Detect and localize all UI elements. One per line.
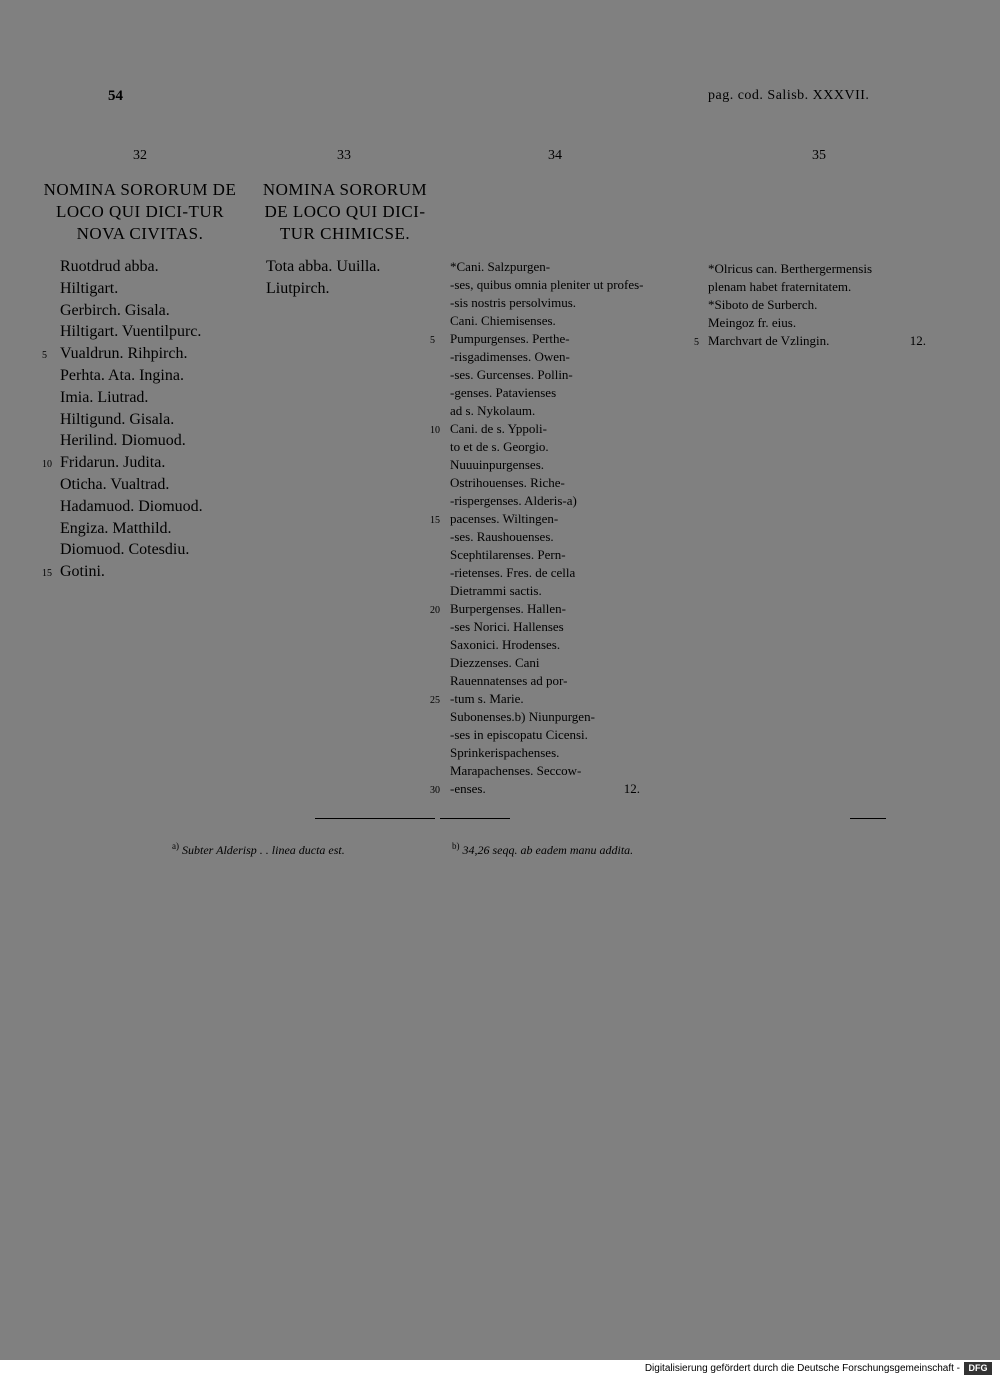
- column-number-32: 32: [133, 148, 147, 163]
- dfg-logo: DFG: [964, 1362, 992, 1375]
- list-item: [450, 618, 640, 636]
- entry-text: Vualdrun. Rihpirch.: [60, 345, 188, 363]
- entry-text: Marapachenses. Seccow-: [450, 763, 582, 778]
- entry-text: *Cani. Salzpurgen-: [450, 259, 551, 274]
- line-total: 12.: [909, 333, 926, 348]
- entry-text: plenam habet fraternitatem.: [708, 279, 852, 294]
- list-item: [450, 348, 640, 366]
- line-number: 25: [430, 695, 440, 706]
- entry-text: Ruotdrud abba.: [60, 258, 159, 275]
- entry-text: -ses in episcopatu Cicensi.: [450, 727, 588, 742]
- column-number-35: 35: [812, 148, 826, 163]
- entry-text: to et de s. Georgio.: [450, 439, 549, 454]
- list-item: [60, 430, 203, 452]
- list-item: [450, 528, 640, 546]
- list-item: [450, 762, 640, 780]
- entry-text: Engiza. Matthild.: [60, 519, 172, 537]
- footnote-text: Subter Alderisp . . linea ducta est.: [182, 843, 345, 857]
- entry-text: Cani. de s. Yppoli-: [450, 421, 547, 436]
- entry-text: pacenses. Wiltingen-: [450, 511, 559, 526]
- entry-text: Rauennatenses ad por-: [450, 673, 568, 688]
- list-item: [60, 256, 203, 278]
- column-number-34: 34: [548, 148, 562, 163]
- entry-text: Cani. Chiemisenses.: [450, 313, 556, 328]
- entry-text: Liutpirch.: [266, 279, 330, 297]
- separator-rule: [440, 818, 510, 819]
- entry-text: Fridarun. Judita.: [60, 454, 166, 472]
- entry-text: Diomuod. Cotesdiu.: [60, 541, 190, 559]
- entry-text: Tota abba. Uuilla.: [266, 258, 381, 275]
- entry-text: -ses. Raushouenses.: [450, 529, 554, 544]
- footnote-marker: b): [452, 841, 460, 851]
- list-item: [450, 492, 640, 510]
- entry-text: -tum s. Marie.: [450, 691, 524, 706]
- separator-rule: [315, 818, 435, 819]
- line-number: 5: [42, 350, 47, 362]
- entry-text: Burpergenses. Hallen-: [450, 601, 567, 616]
- list-item: [60, 518, 203, 540]
- column-34-list: [430, 258, 644, 798]
- list-item: [450, 726, 640, 744]
- footnote-text: 34,26 seqq. ab eadem manu addita.: [462, 843, 634, 857]
- entry-text: *Olricus can. Berthergermensis: [708, 261, 873, 276]
- list-item: [430, 330, 640, 348]
- list-item: [42, 452, 203, 474]
- entry-text: Hiltigund. Gisala.: [60, 410, 175, 428]
- entry-text: Hiltigart. Vuentilpurc.: [60, 323, 202, 341]
- entry-text: -ses, quibus omnia pleniter ut profes-: [450, 277, 644, 292]
- entry-text: Diezzenses. Cani: [450, 655, 540, 670]
- entry-text: -genses. Patavienses: [450, 385, 557, 400]
- list-item: [266, 256, 380, 278]
- list-item: [450, 672, 640, 690]
- list-item: [60, 496, 203, 518]
- line-number: 30: [430, 785, 440, 796]
- entry-text: Dietrammi sactis.: [450, 583, 542, 598]
- running-head: pag. cod. Salisb. XXXVII.: [708, 88, 870, 103]
- column-32-title: NOMINA SORORUM DE LOCO QUI DICI-TUR NOVA CIVITAS.: [43, 180, 237, 243]
- entry-text: Gotini.: [60, 563, 105, 581]
- entry-text: Gerbirch. Gisala.: [60, 301, 170, 319]
- list-item: [694, 332, 926, 350]
- list-item: [60, 474, 203, 496]
- list-item: [42, 561, 203, 583]
- list-item: [708, 314, 926, 332]
- list-item: [430, 420, 640, 438]
- entry-text: -rietenses. Fres. de cella: [450, 565, 576, 580]
- list-item: [430, 690, 640, 708]
- list-item: [708, 260, 926, 278]
- list-item: [60, 278, 203, 300]
- list-item: [450, 384, 640, 402]
- list-item: [60, 409, 203, 431]
- column-number-33: 33: [337, 148, 351, 163]
- list-item: [450, 294, 640, 312]
- entry-text: Scephtilarenses. Pern-: [450, 547, 566, 562]
- entry-text: -risgadimenses. Owen-: [450, 349, 570, 364]
- entry-text: Herilind. Diomuod.: [60, 432, 186, 450]
- entry-text: -ses Norici. Hallenses: [450, 619, 564, 634]
- footnote-b: [452, 841, 633, 858]
- entry-text: Hadamuod. Diomuod.: [60, 497, 203, 515]
- entry-text: Ostrihouenses. Riche-: [450, 475, 565, 490]
- line-total: 12.: [623, 781, 640, 796]
- entry-text: Subonenses.b) Niunpurgen-: [450, 709, 595, 724]
- separator-rule: [850, 818, 886, 819]
- entry-text: Meingoz fr. eius.: [708, 315, 797, 330]
- line-number: 5: [430, 335, 435, 346]
- line-number: 20: [430, 605, 440, 616]
- entry-text: -sis nostris persolvimus.: [450, 295, 577, 310]
- list-item: [450, 276, 644, 294]
- list-item: [450, 744, 640, 762]
- footnote-marker: a): [172, 841, 179, 851]
- list-item: [708, 296, 926, 314]
- list-item: [266, 278, 380, 300]
- column-32-list: [42, 256, 203, 583]
- list-item: [450, 582, 640, 600]
- column-35-list: [694, 260, 926, 350]
- list-item: [450, 654, 640, 672]
- list-item: [450, 636, 640, 654]
- page-number: 54: [108, 88, 123, 104]
- list-item: [450, 708, 640, 726]
- list-item: [60, 387, 203, 409]
- entry-text: -ses. Gurcenses. Pollin-: [450, 367, 573, 382]
- list-item: [450, 258, 640, 276]
- list-item: [430, 600, 640, 618]
- list-item: [450, 564, 640, 582]
- list-item: [450, 456, 640, 474]
- entry-text: Hiltigart.: [60, 279, 119, 297]
- list-item: [450, 474, 640, 492]
- entry-text: Oticha. Vualtrad.: [60, 475, 170, 493]
- list-item: [430, 510, 640, 528]
- list-item: [430, 780, 640, 798]
- entry-text: *Siboto de Surberch.: [708, 297, 818, 312]
- footnote-a: [172, 841, 345, 858]
- entry-text: Sprinkerispachenses.: [450, 745, 560, 760]
- line-number: 15: [430, 515, 440, 526]
- entry-text: Pumpurgenses. Perthe-: [450, 331, 570, 346]
- list-item: [450, 402, 640, 420]
- entry-text: Saxonici. Hrodenses.: [450, 637, 561, 652]
- entry-text: Imia. Liutrad.: [60, 388, 149, 406]
- line-number: 15: [42, 568, 52, 580]
- list-item: [60, 365, 203, 387]
- entry-text: ad s. Nykolaum.: [450, 403, 536, 418]
- line-number: 10: [430, 425, 440, 436]
- line-number: 10: [42, 459, 52, 471]
- list-item: [450, 366, 640, 384]
- list-item: [60, 321, 203, 343]
- entry-text: Nuuuinpurgenses.: [450, 457, 545, 472]
- list-item: [60, 539, 203, 561]
- digitization-footer: [0, 1360, 1000, 1378]
- column-33-list: [266, 256, 380, 300]
- entry-text: Perhta. Ata. Ingina.: [60, 366, 184, 384]
- footer-text: Digitalisierung gefördert durch die Deutsche Forschungsgemeinschaft -: [644, 1363, 960, 1374]
- list-item: [450, 438, 640, 456]
- entry-text: -enses.: [450, 781, 486, 796]
- list-item: [708, 278, 926, 296]
- entry-text: Marchvart de Vzlingin.: [708, 333, 830, 348]
- list-item: [450, 546, 640, 564]
- list-item: [60, 300, 203, 322]
- list-item: [42, 343, 203, 365]
- column-33-title: NOMINA SORORUM DE LOCO QUI DICI-TUR CHIMICSE.: [262, 180, 428, 243]
- list-item: [450, 312, 640, 330]
- entry-text: -rispergenses. Alderis-a): [450, 493, 577, 508]
- line-number: 5: [694, 337, 699, 348]
